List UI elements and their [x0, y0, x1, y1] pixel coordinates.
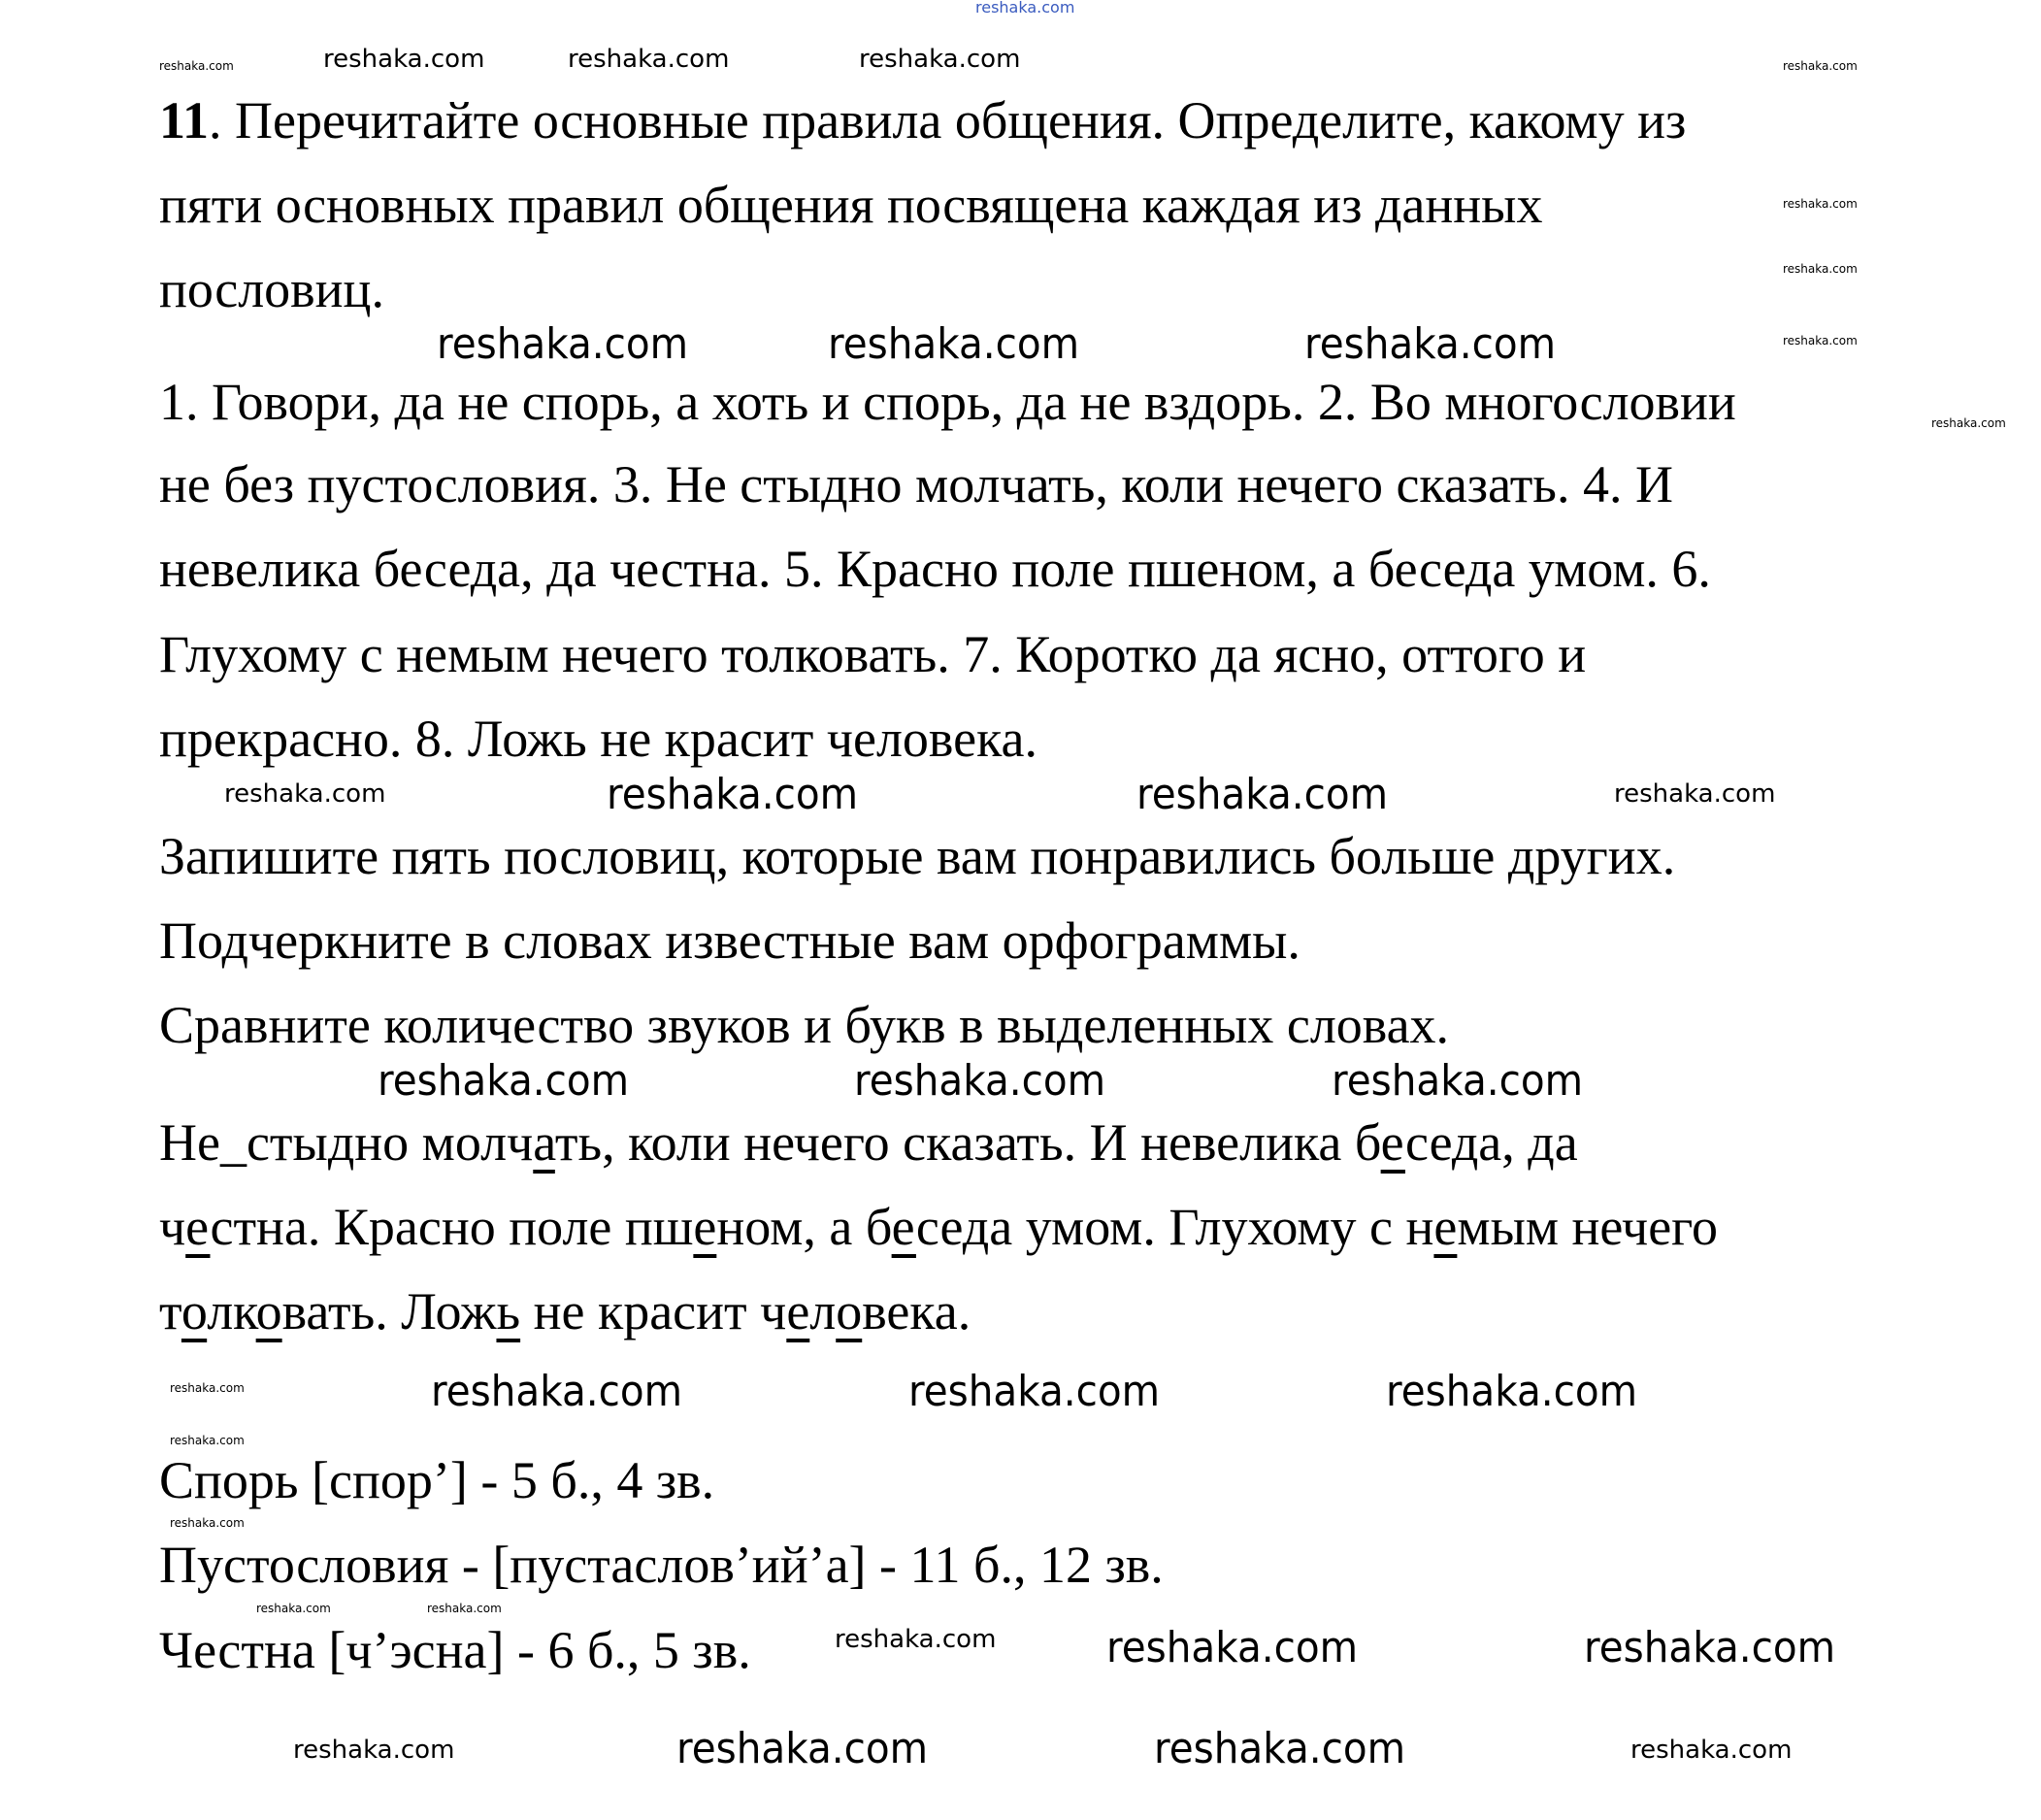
watermark: reshaka.com [293, 1736, 455, 1765]
underlined-orthogram: е [693, 1198, 717, 1256]
answer-text: ном, а б [716, 1198, 892, 1256]
watermark: reshaka.com [676, 1724, 929, 1773]
task-intro-line: пословиц. [159, 260, 384, 318]
watermark: reshaka.com [256, 1602, 331, 1615]
answer-text: Не_стыдно молч [159, 1113, 534, 1172]
underlined-orthogram: о [255, 1282, 282, 1340]
watermark: reshaka.com [1386, 1367, 1638, 1416]
analysis-line: Пустословия - [пустаслов’ий’а] - 11 б., 12 зв. [159, 1536, 1164, 1594]
watermark-top[interactable]: reshaka.com [975, 0, 1075, 17]
instruction-line: Сравните количество звуков и букв в выделенных словах. [159, 996, 1450, 1054]
instruction-line: Запишите пять пословиц, которые вам понравились больше других. [159, 827, 1676, 885]
task-intro-line: пяти основных правил общения посвящена каждая из данных [159, 176, 1543, 234]
answer-text: века. [862, 1282, 971, 1340]
watermark: reshaka.com [159, 59, 234, 73]
task-intro-line [159, 91, 1686, 149]
watermark: reshaka.com [170, 1381, 245, 1395]
underlined-orthogram: е [185, 1198, 211, 1256]
watermark: reshaka.com [1630, 1736, 1793, 1765]
proverb-line: 1. Говори, да не спорь, а хоть и спорь, да не вздорь. 2. Во многословии [159, 373, 1736, 431]
answer-line [159, 1113, 1578, 1172]
underlined-orthogram: е [891, 1198, 916, 1256]
answer-text: седа, да [1404, 1113, 1578, 1172]
watermark: reshaka.com [1783, 59, 1858, 73]
watermark: reshaka.com [1783, 262, 1858, 276]
watermark: reshaka.com [835, 1625, 997, 1654]
watermark: reshaka.com [1332, 1056, 1584, 1106]
answer-text: вать. Лож [281, 1282, 497, 1340]
underlined-orthogram: ь [496, 1282, 521, 1340]
watermark: reshaka.com [323, 45, 485, 74]
task-intro-text: . Перечитайте основные правила общения. Определите, какому из [209, 91, 1687, 149]
watermark: reshaka.com [378, 1056, 630, 1106]
task-number: 11 [159, 91, 210, 149]
watermark: reshaka.com [1154, 1724, 1406, 1773]
proverb-line: не без пустословия. 3. Не стыдно молчать, коли нечего сказать. 4. И [159, 455, 1673, 513]
instruction-line: Подчеркните в словах известные вам орфограммы. [159, 911, 1300, 970]
underlined-orthogram: е [1433, 1198, 1458, 1256]
underlined-orthogram: а [533, 1113, 555, 1172]
watermark: reshaka.com [1106, 1623, 1359, 1672]
watermark: reshaka.com [1304, 319, 1557, 369]
answer-text: лк [207, 1282, 256, 1340]
answer-line [159, 1198, 1718, 1256]
watermark: reshaka.com [170, 1434, 245, 1447]
answer-text: мым нечего [1457, 1198, 1718, 1256]
watermark: reshaka.com [1783, 197, 1858, 211]
answer-text: л [809, 1282, 837, 1340]
watermark: reshaka.com [1614, 779, 1776, 809]
watermark: reshaka.com [1136, 770, 1389, 819]
watermark: reshaka.com [427, 1602, 502, 1615]
watermark: reshaka.com [568, 45, 730, 74]
watermark: reshaka.com [437, 319, 689, 369]
analysis-line: Честна [ч’эсна] - 6 б., 5 зв. [159, 1621, 751, 1679]
watermark: reshaka.com [224, 779, 386, 809]
analysis-line: Спорь [спор’] - 5 б., 4 зв. [159, 1451, 715, 1509]
answer-text: ч [159, 1198, 186, 1256]
watermark: reshaka.com [1931, 416, 2006, 430]
answer-text: не красит ч [520, 1282, 787, 1340]
underlined-orthogram: о [181, 1282, 208, 1340]
watermark: reshaka.com [1584, 1623, 1836, 1672]
watermark: reshaka.com [1783, 334, 1858, 347]
watermark: reshaka.com [859, 45, 1021, 74]
proverb-line: прекрасно. 8. Ложь не красит человека. [159, 710, 1037, 768]
answer-text: т [159, 1282, 181, 1340]
watermark: reshaka.com [431, 1367, 683, 1416]
answer-text: ть, коли нечего сказать. И невелика б [554, 1113, 1381, 1172]
watermark: reshaka.com [828, 319, 1080, 369]
watermark: reshaka.com [607, 770, 859, 819]
underlined-orthogram: о [836, 1282, 863, 1340]
watermark: reshaka.com [908, 1367, 1161, 1416]
watermark: reshaka.com [854, 1056, 1106, 1106]
answer-text: седа умом. Глухому с н [915, 1198, 1434, 1256]
underlined-orthogram: е [786, 1282, 810, 1340]
watermark: reshaka.com [170, 1516, 245, 1530]
proverb-line: невелика беседа, да честна. 5. Красно поле пшеном, а беседа умом. 6. [159, 540, 1711, 598]
answer-line [159, 1282, 971, 1340]
answer-text: стна. Красно поле пш [210, 1198, 694, 1256]
underlined-orthogram: е [1380, 1113, 1405, 1172]
proverb-line: Глухому с немым нечего толковать. 7. Коротко да ясно, оттого и [159, 625, 1587, 683]
